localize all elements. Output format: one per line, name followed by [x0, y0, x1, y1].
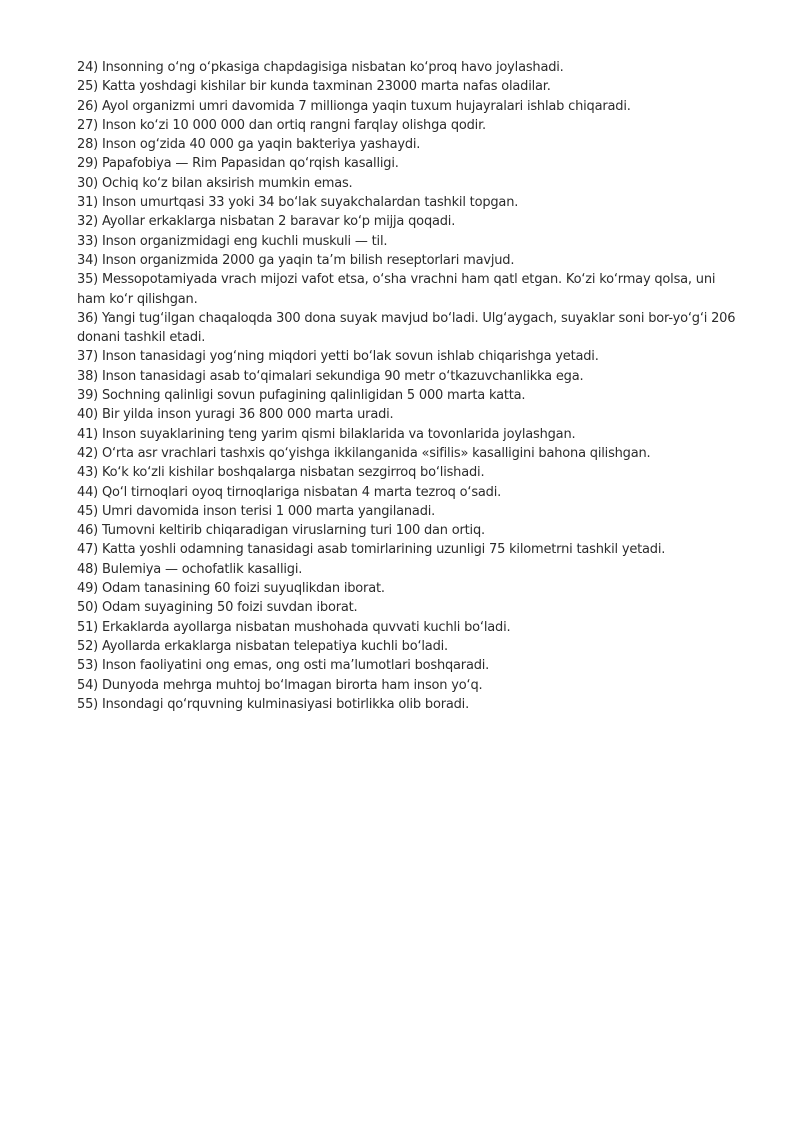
fact-item: 55) Insondagi qo‘rquvning kulminasiyasi botirlikka olib boradi.: [77, 696, 470, 712]
fact-item: 48) Bulemiya — ochofatlik kasalligi.: [77, 561, 303, 577]
fact-item: 25) Katta yoshdagi kishilar bir kunda taxminan 23000 marta nafas oladilar.: [77, 79, 551, 95]
fact-item: 45) Umri davomida inson terisi 1 000 marta yangilanadi.: [77, 503, 436, 519]
fact-item: 51) Erkaklarda ayollarga nisbatan mushohada quvvati kuchli bo‘ladi.: [77, 619, 511, 635]
fact-item: 47) Katta yoshli odamning tanasidagi asab tomirlarining uzunligi 75 kilometrni tashkil yetadi.: [77, 542, 666, 558]
fact-item: 50) Odam suyagining 50 foizi suvdan iborat.: [77, 600, 358, 616]
fact-item: 46) Tumovni keltirib chiqaradigan viruslarning turi 100 dan ortiq.: [77, 523, 485, 539]
fact-item: 34) Inson organizmida 2000 ga yaqin ta’m bilish reseptorlari mavjud.: [77, 252, 515, 268]
facts-list: [77, 58, 737, 714]
fact-item: 38) Inson tanasidagi asab to‘qimalari sekundiga 90 metr o‘tkazuvchanlikka ega.: [77, 368, 584, 384]
fact-item: 41) Inson suyaklarining teng yarim qismi bilaklarida va tovonlarida joylashgan.: [77, 426, 576, 442]
fact-item: 35) Messopotamiyada vrach mijozi vafot etsa, o‘sha vrachni ham qatl etgan. Ko‘zi ko‘rmay qolsa, uni ham ko‘r qilishgan.: [77, 272, 716, 307]
fact-item: 49) Odam tanasining 60 foizi suyuqlikdan iborat.: [77, 581, 385, 597]
fact-item: 52) Ayollarda erkaklarga nisbatan telepatiya kuchli bo‘ladi.: [77, 638, 448, 654]
fact-item: 26) Ayol organizmi umri davomida 7 millionga yaqin tuxum hujayralari ishlab chiqaradi.: [77, 98, 631, 114]
fact-item: 28) Inson og‘zida 40 000 ga yaqin bakteriya yashaydi.: [77, 137, 421, 153]
fact-item: 30) Ochiq ko‘z bilan aksirish mumkin emas.: [77, 175, 353, 191]
fact-item: 32) Ayollar erkaklarga nisbatan 2 baravar ko‘p mijja qoqadi.: [77, 214, 456, 230]
fact-item: 24) Insonning o‘ng o‘pkasiga chapdagisiga nisbatan ko‘proq havo joylashadi.: [77, 60, 564, 75]
fact-item: 36) Yangi tug‘ilgan chaqaloqda 300 dona suyak mavjud bo‘ladi. Ulg‘aygach, suyaklar soni bor-yo‘g‘i 206 donani tashkil etadi.: [77, 310, 736, 346]
fact-item: 29) Papafobiya — Rim Papasidan qo‘rqish kasalligi.: [77, 156, 399, 172]
fact-item: 44) Qo‘l tirnoqlari oyoq tirnoqlariga nisbatan 4 marta tezroq o‘sadi.: [77, 484, 502, 500]
fact-item: 27) Inson ko‘zi 10 000 000 dan ortiq rangni farqlay olishga qodir.: [77, 117, 486, 133]
fact-item: 53) Inson faoliyatini ong emas, ong osti ma’lumotlari boshqaradi.: [77, 658, 490, 674]
fact-item: 33) Inson organizmidagi eng kuchli muskuli — til.: [77, 233, 388, 249]
fact-item: 54) Dunyoda mehrga muhtoj bo‘lmagan birorta ham inson yo‘q.: [77, 677, 483, 693]
fact-item: 40) Bir yilda inson yuragi 36 800 000 marta uradi.: [77, 407, 394, 423]
fact-item: 37) Inson tanasidagi yog‘ning miqdori yetti bo‘lak sovun ishlab chiqarishga yetadi.: [77, 349, 599, 365]
fact-item: 43) Ko‘k ko‘zli kishilar boshqalarga nisbatan sezgirroq bo‘lishadi.: [77, 465, 485, 481]
fact-item: 39) Sochning qalinligi sovun pufagining qalinligidan 5 000 marta katta.: [77, 388, 526, 404]
fact-item: 42) O‘rta asr vrachlari tashxis qo‘yishga ikkilanganida «sifilis» kasalligini bahona qilishgan.: [77, 445, 651, 461]
fact-item: 31) Inson umurtqasi 33 yoki 34 bo‘lak suyakchalardan tashkil topgan.: [77, 195, 519, 211]
